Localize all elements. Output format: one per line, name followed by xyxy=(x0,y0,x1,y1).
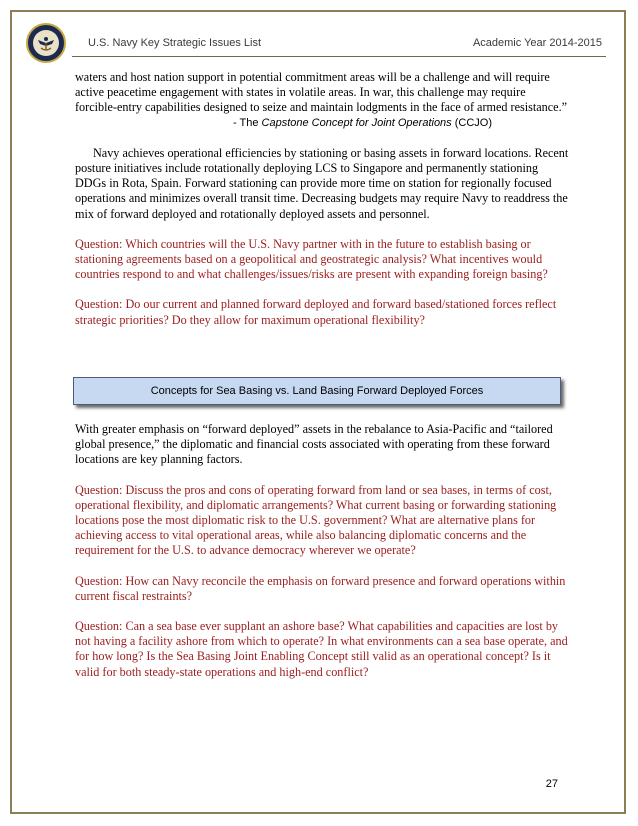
forward-basing-paragraph: Navy achieves operational efficiencies by stationing or basing assets in forward locations. Recent posture initiatives include rotationally deploying LCS to Singapore and permanently stationing DDGs in Rota, Spain. Forward stationing can provide more time on station for regionally focused operations and minimizes overall transit time. Decreasing budgets may require Navy to readdress the mix of forward deployed and rotationally deployed assets and personnel. xyxy=(75,145,569,221)
header-title: U.S. Navy Key Strategic Issues List xyxy=(88,37,262,49)
navy-seal-icon xyxy=(26,23,66,63)
question-3: Question: Discuss the pros and cons of operating forward from land or sea bases, in terms of cost, operational flexibility, and diplomatic arrangements? What current basing or forwarding stationing locations pose the most diplomatic risk to the U.S. government? What are alternative plans for achieving access to vital operational areas, while also balancing diplomatic concerns and the requirement for the U.S. to advance democracy wherever we operate? xyxy=(75,482,557,558)
spacer xyxy=(75,131,570,146)
spacer xyxy=(75,282,570,297)
spacer xyxy=(75,604,570,619)
attribution-suffix: (CCJO) xyxy=(451,116,493,129)
quote-paragraph: waters and host nation support in potential commitment areas will be a challenge and will require active peacetime engagement with states in volatile areas. In war, this challenge may require forcible-entry capabilities designed to seize and maintain lodgments in the face of armed resistance.” xyxy=(75,70,568,115)
header-rule xyxy=(72,56,606,57)
attribution-title: Capstone Concept for Joint Operations xyxy=(261,116,452,129)
spacer xyxy=(75,468,570,483)
section-body xyxy=(75,422,570,680)
page-number: 27 xyxy=(545,778,558,790)
quote-attribution xyxy=(75,116,570,131)
section-heading-box xyxy=(73,377,561,405)
section-heading: Concepts for Sea Basing vs. Land Basing Forward Deployed Forces xyxy=(150,385,484,397)
question-4: Question: How can Navy reconcile the emphasis on forward presence and forward operations within current fiscal restraints? xyxy=(75,573,566,603)
header-academic-year: Academic Year 2014-2015 xyxy=(472,37,602,49)
top-body xyxy=(75,70,570,328)
attribution-prefix: - The xyxy=(232,116,262,129)
spacer xyxy=(75,222,570,237)
question-2: Question: Do our current and planned forward deployed and forward based/stationed forces reflect strategic priorities? Do they allow for maximum operational flexibility? xyxy=(75,297,557,327)
section-intro: With greater emphasis on “forward deployed” assets in the rebalance to Asia-Pacific and “tailored global presence,” the diplomatic and financial costs associated with operating from these forward locations are key planning factors. xyxy=(75,422,553,467)
question-1: Question: Which countries will the U.S. Navy partner with in the future to establish basing or stationing agreements based on a geopolitical and geostrategic analysis? What incentives would countries respond to and what challenges/issues/risks are present with expanding foreign basing? xyxy=(75,236,548,282)
question-5: Question: Can a sea base ever supplant an ashore base? What capabilities and capacities are lost by not having a facility ashore from which to operate? In what environments can a sea base operate, and for how long? Is the Sea Basing Joint Enabling Concept still valid as an operational concept? Is it valid for both steady-state operations and high-end conflict? xyxy=(75,619,568,679)
spacer xyxy=(75,559,570,574)
